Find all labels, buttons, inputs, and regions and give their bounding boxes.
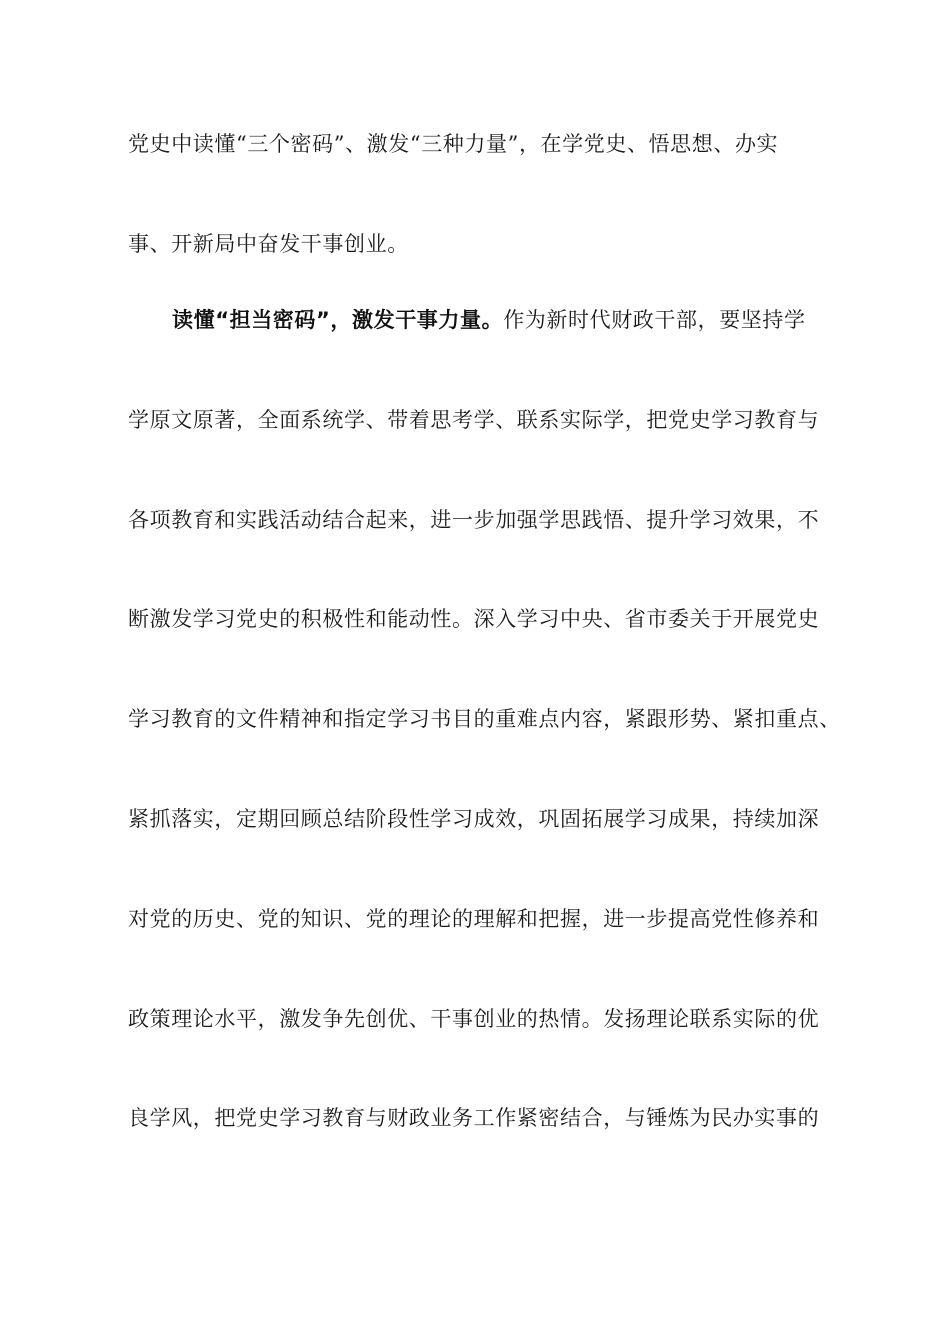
- text-line-4: 学原文原著，全面系统学、带着思考学、联系实际学，把党史学习教育与: [128, 408, 820, 432]
- text-line-8: 紧抓落实，定期回顾总结阶段性学习成效，巩固拓展学习成果，持续加深: [128, 807, 820, 831]
- section-lead-text: 作为新时代财政干部，要坚持学: [503, 308, 806, 332]
- text-line-7: 学习教育的文件精神和指定学习书目的重难点内容，紧跟形势、紧扣重点、: [128, 707, 841, 731]
- text-line-10: 政策理论水平，激发争先创优、干事创业的热情。发扬理论联系实际的优: [128, 1007, 820, 1031]
- section-heading: 读懂“担当密码”，激发干事力量。: [172, 308, 504, 332]
- text-line-9: 对党的历史、党的知识、党的理论的理解和把握，进一步提高党性修养和: [128, 907, 820, 931]
- text-line-1: 党史中读懂“三个密码”、激发“三种力量”，在学党史、悟思想、办实: [128, 132, 779, 156]
- text-line-2: 事、开新局中奋发干事创业。: [128, 232, 409, 256]
- text-line-6: 断激发学习党史的积极性和能动性。深入学习中央、省市委关于开展党史: [128, 607, 820, 631]
- text-line-5: 各项教育和实践活动结合起来，进一步加强学思践悟、提升学习效果，不: [128, 508, 820, 532]
- paragraph-first-line: [172, 303, 912, 337]
- text-line-11: 良学风，把党史学习教育与财政业务工作紧密结合，与锤炼为民办实事的: [128, 1106, 820, 1130]
